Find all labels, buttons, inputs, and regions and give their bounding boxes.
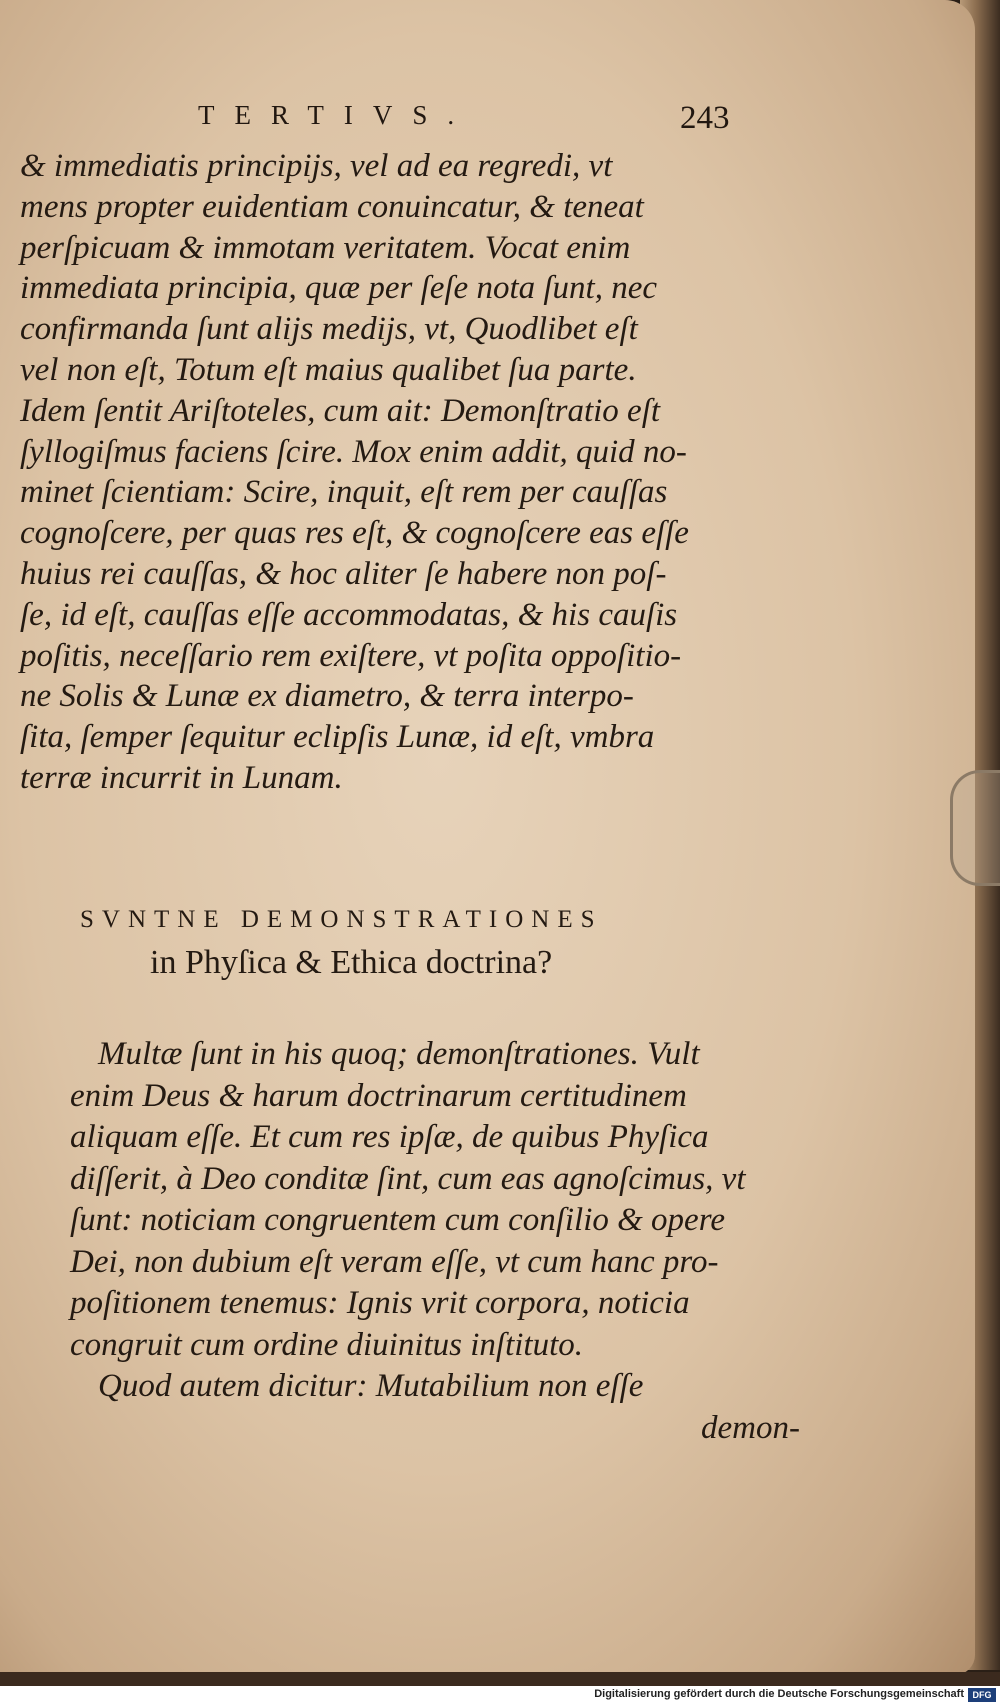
- text-line: poſitionem tenemus: Ignis vrit corpora, noticia: [70, 1285, 690, 1321]
- text-line: Multæ ſunt in his quoq; demonſtrationes. Vult: [98, 1036, 700, 1072]
- paragraph-2: [70, 1034, 800, 1449]
- running-head: TERTIVS.: [198, 100, 475, 130]
- digitization-footer: [0, 1686, 1000, 1705]
- book-clasp: [950, 770, 1000, 886]
- text-line: ſunt: noticiam congruentem cum conſilio & opere: [70, 1202, 725, 1238]
- text-line: cognoſcere, per quas res eſt, & cognoſcere eas eſſe: [20, 515, 689, 552]
- text-line: Dei, non dubium eſt veram eſſe, vt cum hanc pro-: [70, 1243, 719, 1280]
- text-line: immediata principia, quæ per ſeſe nota ſunt, nec: [20, 270, 657, 307]
- text-line: ne Solis & Lunæ ex diametro, & terra interpo-: [20, 678, 634, 715]
- text-line: ſita, ſemper ſequitur eclipſis Lunæ, id eſt, vmbra: [20, 719, 655, 756]
- text-line: enim Deus & harum doctrinarum certitudinem: [70, 1077, 687, 1114]
- text-line: mens propter euidentiam conuincatur, & teneat: [20, 188, 644, 225]
- text-line: aliquam eſſe. Et cum res ipſæ, de quibus Phyſica: [70, 1119, 709, 1155]
- text-line: terræ incurrit in Lunam.: [20, 759, 343, 796]
- text-line: confirmanda ſunt alijs medijs, vt, Quodlibet eſt: [20, 311, 638, 348]
- text-line: vel non eſt, Totum eſt maius qualibet ſua parte.: [20, 351, 637, 388]
- paragraph-1: [20, 146, 760, 799]
- text-line: Quod autem dicitur: Mutabilium non eſſe: [98, 1368, 644, 1404]
- text-line: perſpicuam & immotam veritatem. Vocat enim: [20, 229, 631, 266]
- text-line: huius rei cauſſas, & hoc aliter ſe habere non poſ-: [20, 555, 667, 592]
- dfg-logo: DFG: [968, 1688, 996, 1702]
- text-line: poſitis, neceſſario rem exiſtere, vt poſita oppoſitio-: [20, 637, 682, 674]
- text-line: & immediatis principijs, vel ad ea regredi, vt: [20, 148, 613, 184]
- footer-credit: Digitalisierung gefördert durch die Deutsche Forschungsgemeinschaft: [594, 1688, 964, 1700]
- scan-bottom-edge: [0, 1672, 1000, 1686]
- section-subheading: in Phyſica & Ethica doctrina?: [150, 944, 553, 981]
- text-line: diſſerit, à Deo conditæ ſint, cum eas agnoſcimus, vt: [70, 1160, 746, 1197]
- text-line: ſe, id eſt, cauſſas eſſe accommodatas, & his cauſis: [20, 596, 678, 633]
- text-line: ſyllogiſmus faciens ſcire. Mox enim addit, quid no-: [20, 433, 687, 470]
- catchword: demon-: [701, 1409, 800, 1446]
- text-line: minet ſcientiam: Scire, inquit, eſt rem per cauſſas: [20, 474, 668, 511]
- section-heading: SVNTNE DEMONSTRATIONES: [80, 906, 603, 933]
- text-line: congruit cum ordine diuinitus inſtituto.: [70, 1326, 584, 1363]
- text-line: Idem ſentit Ariſtoteles, cum ait: Demonſtratio eſt: [20, 392, 661, 429]
- page-number: 243: [680, 100, 730, 136]
